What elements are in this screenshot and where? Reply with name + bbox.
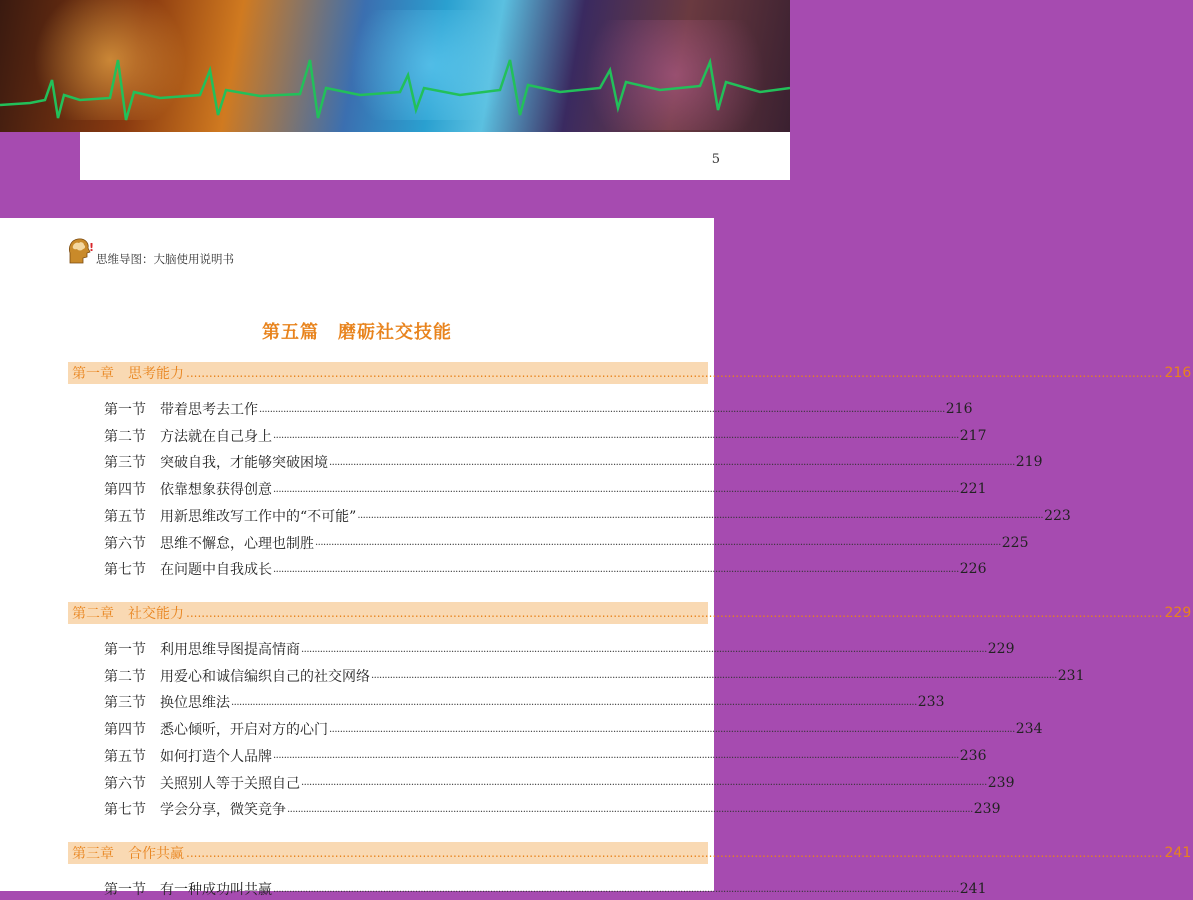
page-number: 5 <box>712 152 720 167</box>
toc-section-row[interactable] <box>104 478 708 500</box>
toc-section-row[interactable] <box>104 532 708 554</box>
section-page-number: 223 <box>1044 508 1071 524</box>
heartbeat-line-graphic <box>0 0 790 132</box>
dot-leader: ................................................................................................................................................................................................................................................................ <box>273 484 959 495</box>
brain-head-icon <box>67 237 93 265</box>
section-title: 第二节 方法就在自己身上 <box>104 426 272 446</box>
toc-section-row[interactable] <box>104 451 708 473</box>
toc-section-row[interactable] <box>104 878 708 900</box>
section-page-number: 234 <box>1016 721 1043 737</box>
toc-page <box>0 218 714 891</box>
part-title: 第五篇 磨砺社交技能 <box>0 318 714 344</box>
book-title: 思维导图：大脑使用说明书 <box>96 251 234 267</box>
section-title: 第一节 有一种成功叫共赢 <box>104 879 272 899</box>
dot-leader: ................................................................................................................................................................................................................................................................ <box>186 606 1163 620</box>
toc-section-row[interactable] <box>104 558 708 580</box>
dot-leader: ................................................................................................................................................................................................................................................................ <box>273 430 959 441</box>
section-page-number: 217 <box>960 428 987 444</box>
dot-leader: ................................................................................................................................................................................................................................................................ <box>259 404 945 415</box>
toc-section-row[interactable] <box>104 718 708 740</box>
dot-leader: ................................................................................................................................................................................................................................................................ <box>186 846 1163 860</box>
dot-leader: ................................................................................................................................................................................................................................................................ <box>273 564 959 575</box>
chapter-title: 第一章 思考能力 <box>68 363 184 383</box>
section-title: 第四节 依靠想象获得创意 <box>104 479 272 499</box>
chapter-page-number: 241 <box>1165 845 1193 861</box>
chapter-title: 第三章 合作共赢 <box>68 843 184 863</box>
dot-leader: ................................................................................................................................................................................................................................................................ <box>231 697 917 708</box>
section-page-number: 233 <box>918 694 945 710</box>
chapter-title: 第二章 社交能力 <box>68 603 184 623</box>
dot-leader: ................................................................................................................................................................................................................................................................ <box>301 777 987 788</box>
chapter-page-number: 229 <box>1165 605 1193 621</box>
section-page-number: 219 <box>1016 454 1043 470</box>
dot-leader: ................................................................................................................................................................................................................................................................ <box>186 366 1163 380</box>
chapter-page-number: 216 <box>1165 365 1193 381</box>
toc-section-row[interactable] <box>104 745 708 767</box>
toc-chapter-row[interactable] <box>68 362 708 384</box>
section-title: 第一节 带着思考去工作 <box>104 399 258 419</box>
dot-leader: ................................................................................................................................................................................................................................................................ <box>329 457 1015 468</box>
toc-chapter-row[interactable] <box>68 602 708 624</box>
dot-leader: ................................................................................................................................................................................................................................................................ <box>287 804 973 815</box>
section-page-number: 216 <box>946 401 973 417</box>
header-banner-image <box>0 0 790 132</box>
toc-chapter-row[interactable] <box>68 842 708 864</box>
section-title: 第七节 在问题中自我成长 <box>104 559 272 579</box>
section-title: 第四节 悉心倾听，开启对方的心门 <box>104 719 328 739</box>
toc-section-row[interactable] <box>104 772 708 794</box>
section-title: 第二节 用爱心和诚信编织自己的社交网络 <box>104 666 370 686</box>
section-page-number: 239 <box>974 801 1001 817</box>
toc-section-row[interactable] <box>104 505 708 527</box>
section-page-number: 226 <box>960 561 987 577</box>
dot-leader: ................................................................................................................................................................................................................................................................ <box>357 510 1043 521</box>
dot-leader: ................................................................................................................................................................................................................................................................ <box>371 670 1057 681</box>
section-title: 第六节 思维不懈怠，心理也制胜 <box>104 533 314 553</box>
toc-section-row[interactable] <box>104 425 708 447</box>
page-number-strip <box>80 132 790 180</box>
toc-section-row[interactable] <box>104 638 708 660</box>
toc-section-row[interactable] <box>104 398 708 420</box>
section-title: 第一节 利用思维导图提高情商 <box>104 639 300 659</box>
section-title: 第五节 用新思维改写工作中的“不可能” <box>104 506 356 526</box>
dot-leader: ................................................................................................................................................................................................................................................................ <box>315 537 1001 548</box>
section-title: 第七节 学会分享，微笑竞争 <box>104 799 286 819</box>
section-page-number: 225 <box>1002 535 1029 551</box>
section-page-number: 241 <box>960 881 987 897</box>
dot-leader: ................................................................................................................................................................................................................................................................ <box>329 724 1015 735</box>
toc-section-row[interactable] <box>104 798 708 820</box>
dot-leader: ................................................................................................................................................................................................................................................................ <box>273 750 959 761</box>
section-page-number: 239 <box>988 775 1015 791</box>
section-page-number: 221 <box>960 481 987 497</box>
section-title: 第六节 关照别人等于关照自己 <box>104 773 300 793</box>
section-title: 第三节 换位思维法 <box>104 692 230 712</box>
toc-section-row[interactable] <box>104 691 708 713</box>
section-title: 第五节 如何打造个人品牌 <box>104 746 272 766</box>
dot-leader: ................................................................................................................................................................................................................................................................ <box>301 644 987 655</box>
section-page-number: 229 <box>988 641 1015 657</box>
section-page-number: 231 <box>1058 668 1085 684</box>
toc-section-row[interactable] <box>104 665 708 687</box>
dot-leader: ................................................................................................................................................................................................................................................................ <box>273 884 959 895</box>
svg-text:!: ! <box>89 241 94 254</box>
section-page-number: 236 <box>960 748 987 764</box>
section-title: 第三节 突破自我，才能够突破困境 <box>104 452 328 472</box>
